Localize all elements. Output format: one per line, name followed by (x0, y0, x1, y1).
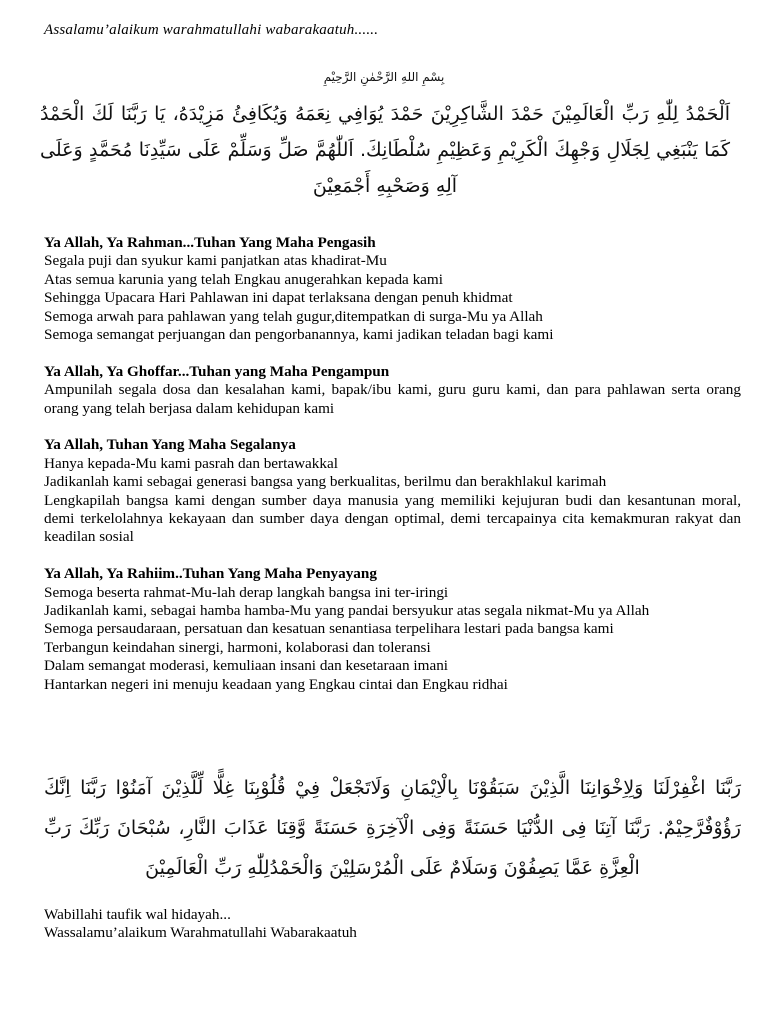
prayer-line: Semoga beserta rahmat-Mu-lah derap langkah bangsa ini ter-iringi (44, 583, 449, 601)
prayer-line: Semoga persaudaraan, persatuan dan kesatuan senantiasa terpelihara lestari pada bangsa kami (44, 620, 614, 638)
opening-greeting: Assalamu’alaikum warahmatullahi wabarakaatuh...... (44, 22, 379, 38)
prayer-line: Sehingga Upacara Hari Pahlawan ini dapat terlaksana dengan penuh khidmat (44, 289, 513, 307)
prayer-line: Lengkapilah bangsa kami dengan sumber daya manusia yang memiliki kejujuran budi dan kesantunan moral, demi terkelolahnya kekayaan dan sumber daya dengan optimal, demi tercapainya cita kemakmuran rakyat dan keadilan sosial (44, 491, 741, 546)
section-title: Ya Allah, Ya Ghoffar...Tuhan yang Maha Pengampun (44, 362, 390, 380)
prayer-line: Dalam semangat moderasi, kemuliaan insani dan kesetaraan imani (44, 657, 449, 675)
prayer-line: Segala puji dan syukur kami panjatkan atas khadirat-Mu (44, 252, 387, 270)
prayer-line: Atas semua karunia yang telah Engkau anugerahkan kepada kami (44, 270, 443, 288)
prayer-section-rahman (44, 234, 741, 344)
prayer-section-segalanya (44, 436, 741, 546)
prayer-line: Hanya kepada-Mu kami pasrah dan bertawakkal (44, 454, 338, 472)
prayer-body (44, 234, 741, 713)
prayer-section-rahiim (44, 565, 741, 694)
closing-greeting (44, 906, 357, 943)
arabic-opening-prayer: اَلْحَمْدُ لِلّٰهِ رَبِّ الْعَالَمِيْنَ حَمْدَ الشَّاكِرِيْنَ حَمْدَ يُوَافِي نِعَمَهُ وَيُكَافِئُ مَزِيْدَهُ، يَا رَبَّنَا لَكَ الْحَمْدُ كَمَا يَنْبَغِي لِجَلَالِ وَجْهِكَ الْكَرِيْمِ وَعَظِيْمِ سُلْطَانِكَ. اَللّٰهُمَّ صَلِّ وَسَلِّمْ عَلَى سَيِّدِنَا مُحَمَّدٍ وَعَلَى آلِهِ وَصَحْبِهِ أَجْمَعِيْنَ (40, 103, 730, 197)
prayer-line: Semoga semangat perjuangan dan pengorbanannya, kami jadikan teladan bagi kami (44, 326, 554, 344)
prayer-line: Ampunilah segala dosa dan kesalahan kami, bapak/ibu kami, guru guru kami, dan para pahlawan serta orang orang yang telah berjasa dalam kehidupan kami (44, 381, 741, 417)
section-title: Ya Allah, Tuhan Yang Maha Segalanya (44, 436, 296, 454)
section-title: Ya Allah, Ya Rahiim..Tuhan Yang Maha Penyayang (44, 565, 377, 583)
prayer-line: Semoga arwah para pahlawan yang telah gugur,ditempatkan di surga-Mu ya Allah (44, 307, 543, 325)
section-title: Ya Allah, Ya Rahman...Tuhan Yang Maha Pengasih (44, 234, 376, 251)
closing-line: Wabillahi taufik wal hidayah... (44, 906, 231, 923)
basmala: بِسْمِ اللهِ الرَّحْمٰنِ الرَّحِيْمِ (323, 70, 445, 84)
prayer-section-ghoffar (44, 363, 741, 418)
prayer-line: Terbangun keindahan sinergi, harmoni, kolaborasi dan toleransi (44, 638, 431, 656)
arabic-closing-prayer: رَبَّنَا اغْفِرْلَنَا وَلِاِخْوَانِنَا الَّذِيْنَ سَبَقُوْنَا بِالْاِيْمَانِ وَلَاتَجْعَلْ فِيْ قُلُوْبِنَا غِلًّا لِّلَّذِيْنَ آمَنُوْا رَبَّنَا اِنَّكَ رَؤُوْفٌرَّحِيْمٌ. رَبَّنَا آتِنَا فِى الدُّنْيَا حَسَنَةً وَفِى الْآخِرَةِ حَسَنَةً وَّقِنَا عَذَابَ النَّارِ، سُبْحَانَ رَبِّكَ رَبِّ الْعِزَّةِ عَمَّا يَصِفُوْنَ وَسَلَامٌ عَلَى الْمُرْسَلِيْنَ وَالْحَمْدُلِلّٰهِ رَبِّ الْعَالَمِيْنَ (44, 777, 741, 879)
prayer-line: Jadikanlah kami, sebagai hamba hamba-Mu yang pandai bersyukur atas segala nikmat-Mu ya Allah (44, 602, 650, 620)
prayer-line: Jadikanlah kami sebagai generasi bangsa yang berkualitas, berilmu dan berakhlakul karimah (44, 473, 607, 491)
closing-line: Wassalamu’alaikum Warahmatullahi Wabarakaatuh (44, 924, 357, 942)
prayer-line: Hantarkan negeri ini menuju keadaan yang Engkau cintai dan Engkau ridhai (44, 675, 508, 693)
